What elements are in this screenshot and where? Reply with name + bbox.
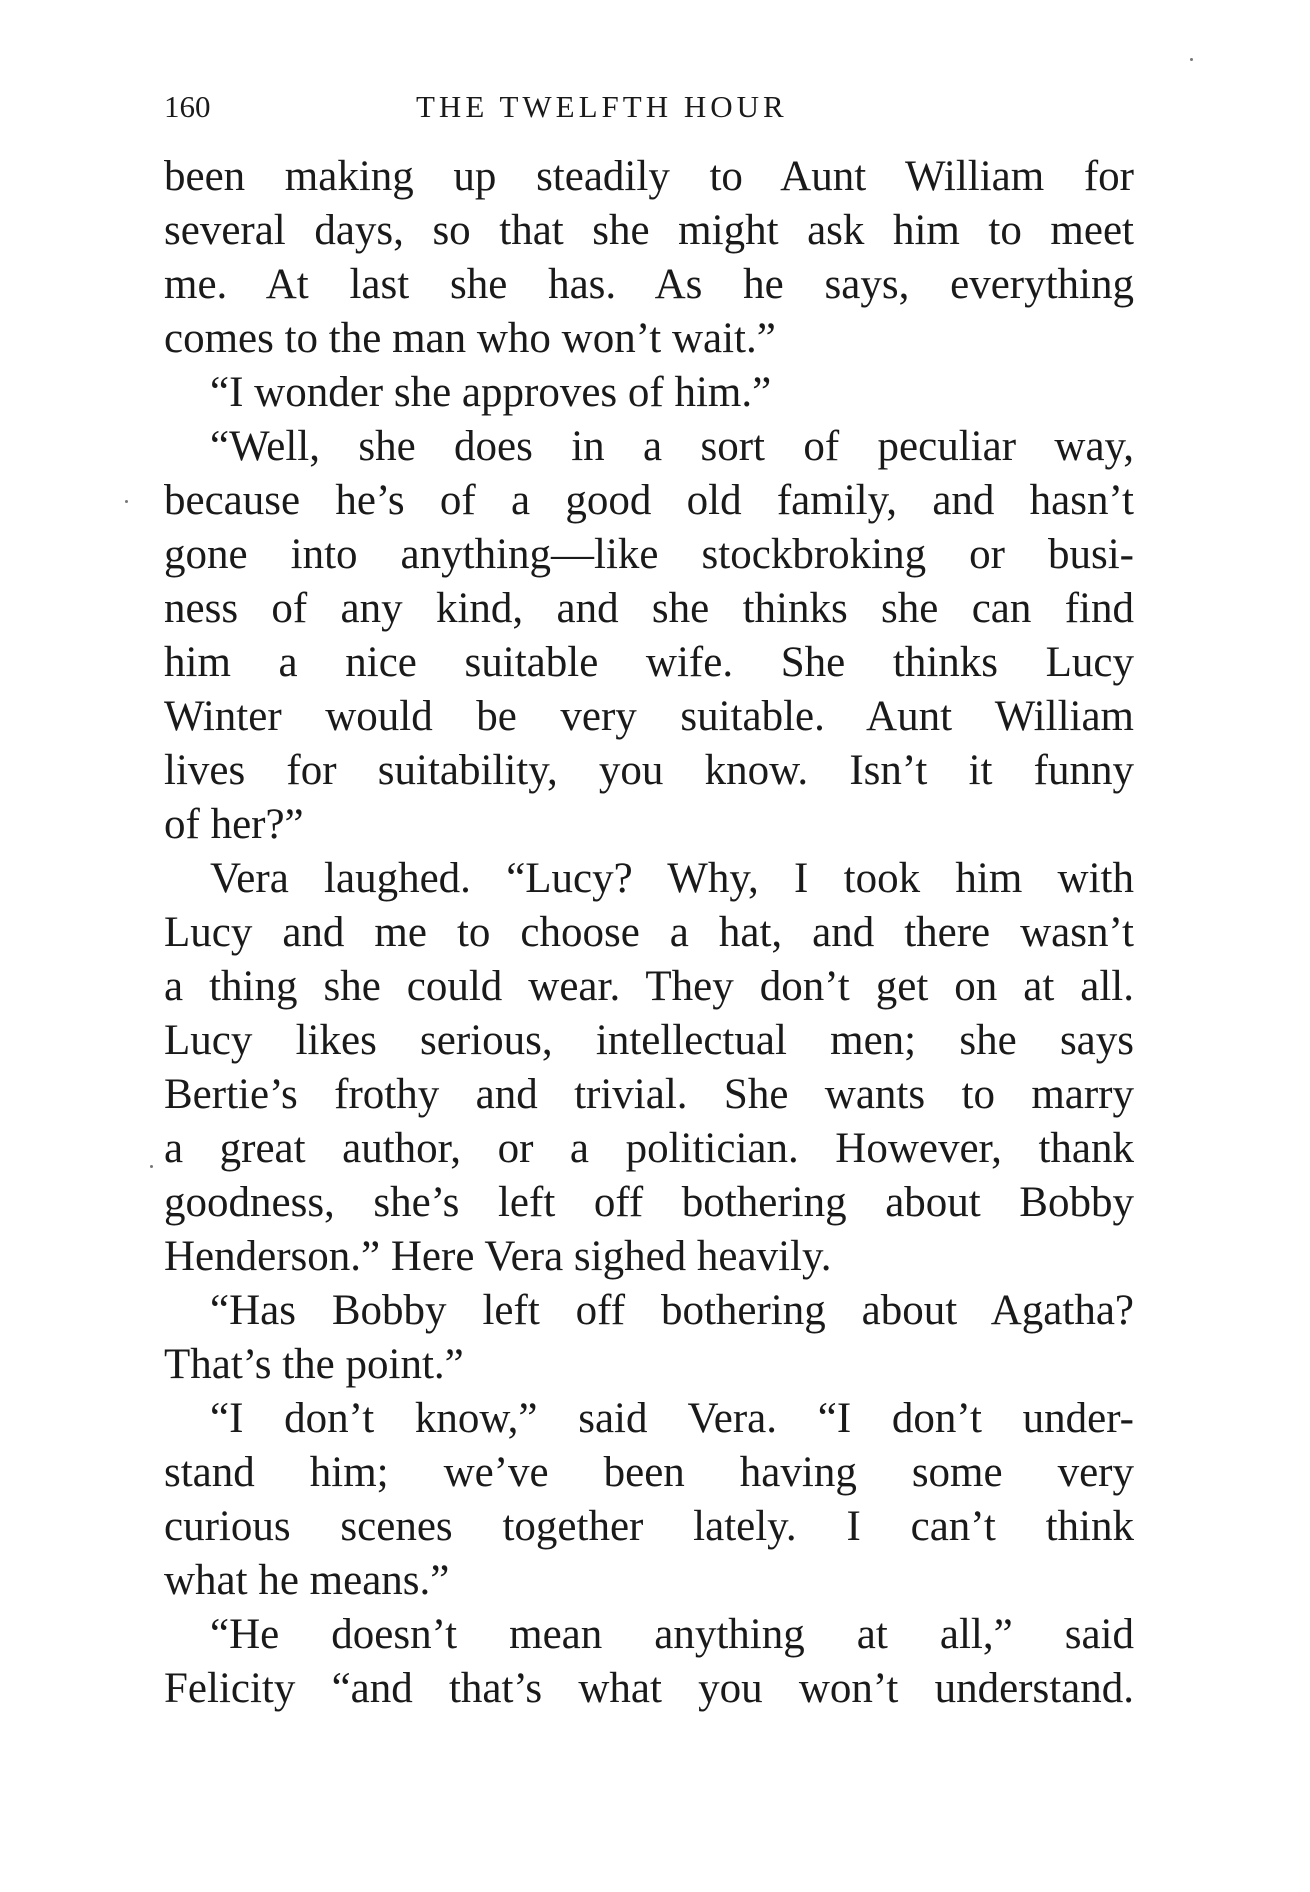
text-line: goodness, she’s left off bothering about Bobby [164, 1179, 1134, 1226]
text-line: because he’s of a good old family, and hasn’t [164, 477, 1134, 524]
text-line: Felicity “and that’s what you won’t understand. [164, 1665, 1134, 1712]
text-line: “I don’t know,” said Vera. “I don’t under- [210, 1395, 1134, 1442]
text-line: “He doesn’t mean anything at all,” said [210, 1611, 1134, 1658]
text-line: ness of any kind, and she thinks she can find [164, 585, 1134, 632]
text-line: “I wonder she approves of him.” [210, 369, 772, 416]
text-line: comes to the man who won’t wait.” [164, 315, 776, 362]
text-line: That’s the point.” [164, 1341, 464, 1388]
text-line: “Has Bobby left off bothering about Agatha? [210, 1287, 1134, 1334]
text-line: him a nice suitable wife. She thinks Lucy [164, 639, 1134, 686]
paper-speck [150, 1165, 153, 1168]
text-line: Vera laughed. “Lucy? Why, I took him with [210, 855, 1134, 902]
text-line: several days, so that she might ask him to meet [164, 207, 1134, 254]
text-line: gone into anything—like stockbroking or busi- [164, 531, 1134, 578]
body-text [164, 150, 1134, 1716]
text-line: “Well, she does in a sort of peculiar way, [210, 423, 1134, 470]
paper-speck [125, 500, 128, 503]
page-number: 160 [164, 89, 211, 124]
text-line: Winter would be very suitable. Aunt William [164, 693, 1134, 740]
text-line: Lucy likes serious, intellectual men; she says [164, 1017, 1134, 1064]
text-line: lives for suitability, you know. Isn’t it funny [164, 747, 1134, 794]
text-line: curious scenes together lately. I can’t think [164, 1503, 1134, 1550]
text-line: Bertie’s frothy and trivial. She wants to marry [164, 1071, 1134, 1118]
paper-speck [1190, 58, 1193, 61]
text-line: stand him; we’ve been having some very [164, 1449, 1134, 1496]
text-line: a thing she could wear. They don’t get on at all. [164, 963, 1134, 1010]
text-line: been making up steadily to Aunt William for [164, 153, 1134, 200]
text-line: what he means.” [164, 1557, 450, 1604]
running-title: THE TWELFTH HOUR [416, 89, 788, 124]
text-line: Henderson.” Here Vera sighed heavily. [164, 1233, 832, 1280]
text-line: a great author, or a politician. However, thank [164, 1125, 1134, 1172]
text-line: Lucy and me to choose a hat, and there wasn’t [164, 909, 1134, 956]
running-head [164, 82, 1134, 132]
text-line: me. At last she has. As he says, everything [164, 261, 1134, 308]
text-line: of her?” [164, 801, 304, 848]
